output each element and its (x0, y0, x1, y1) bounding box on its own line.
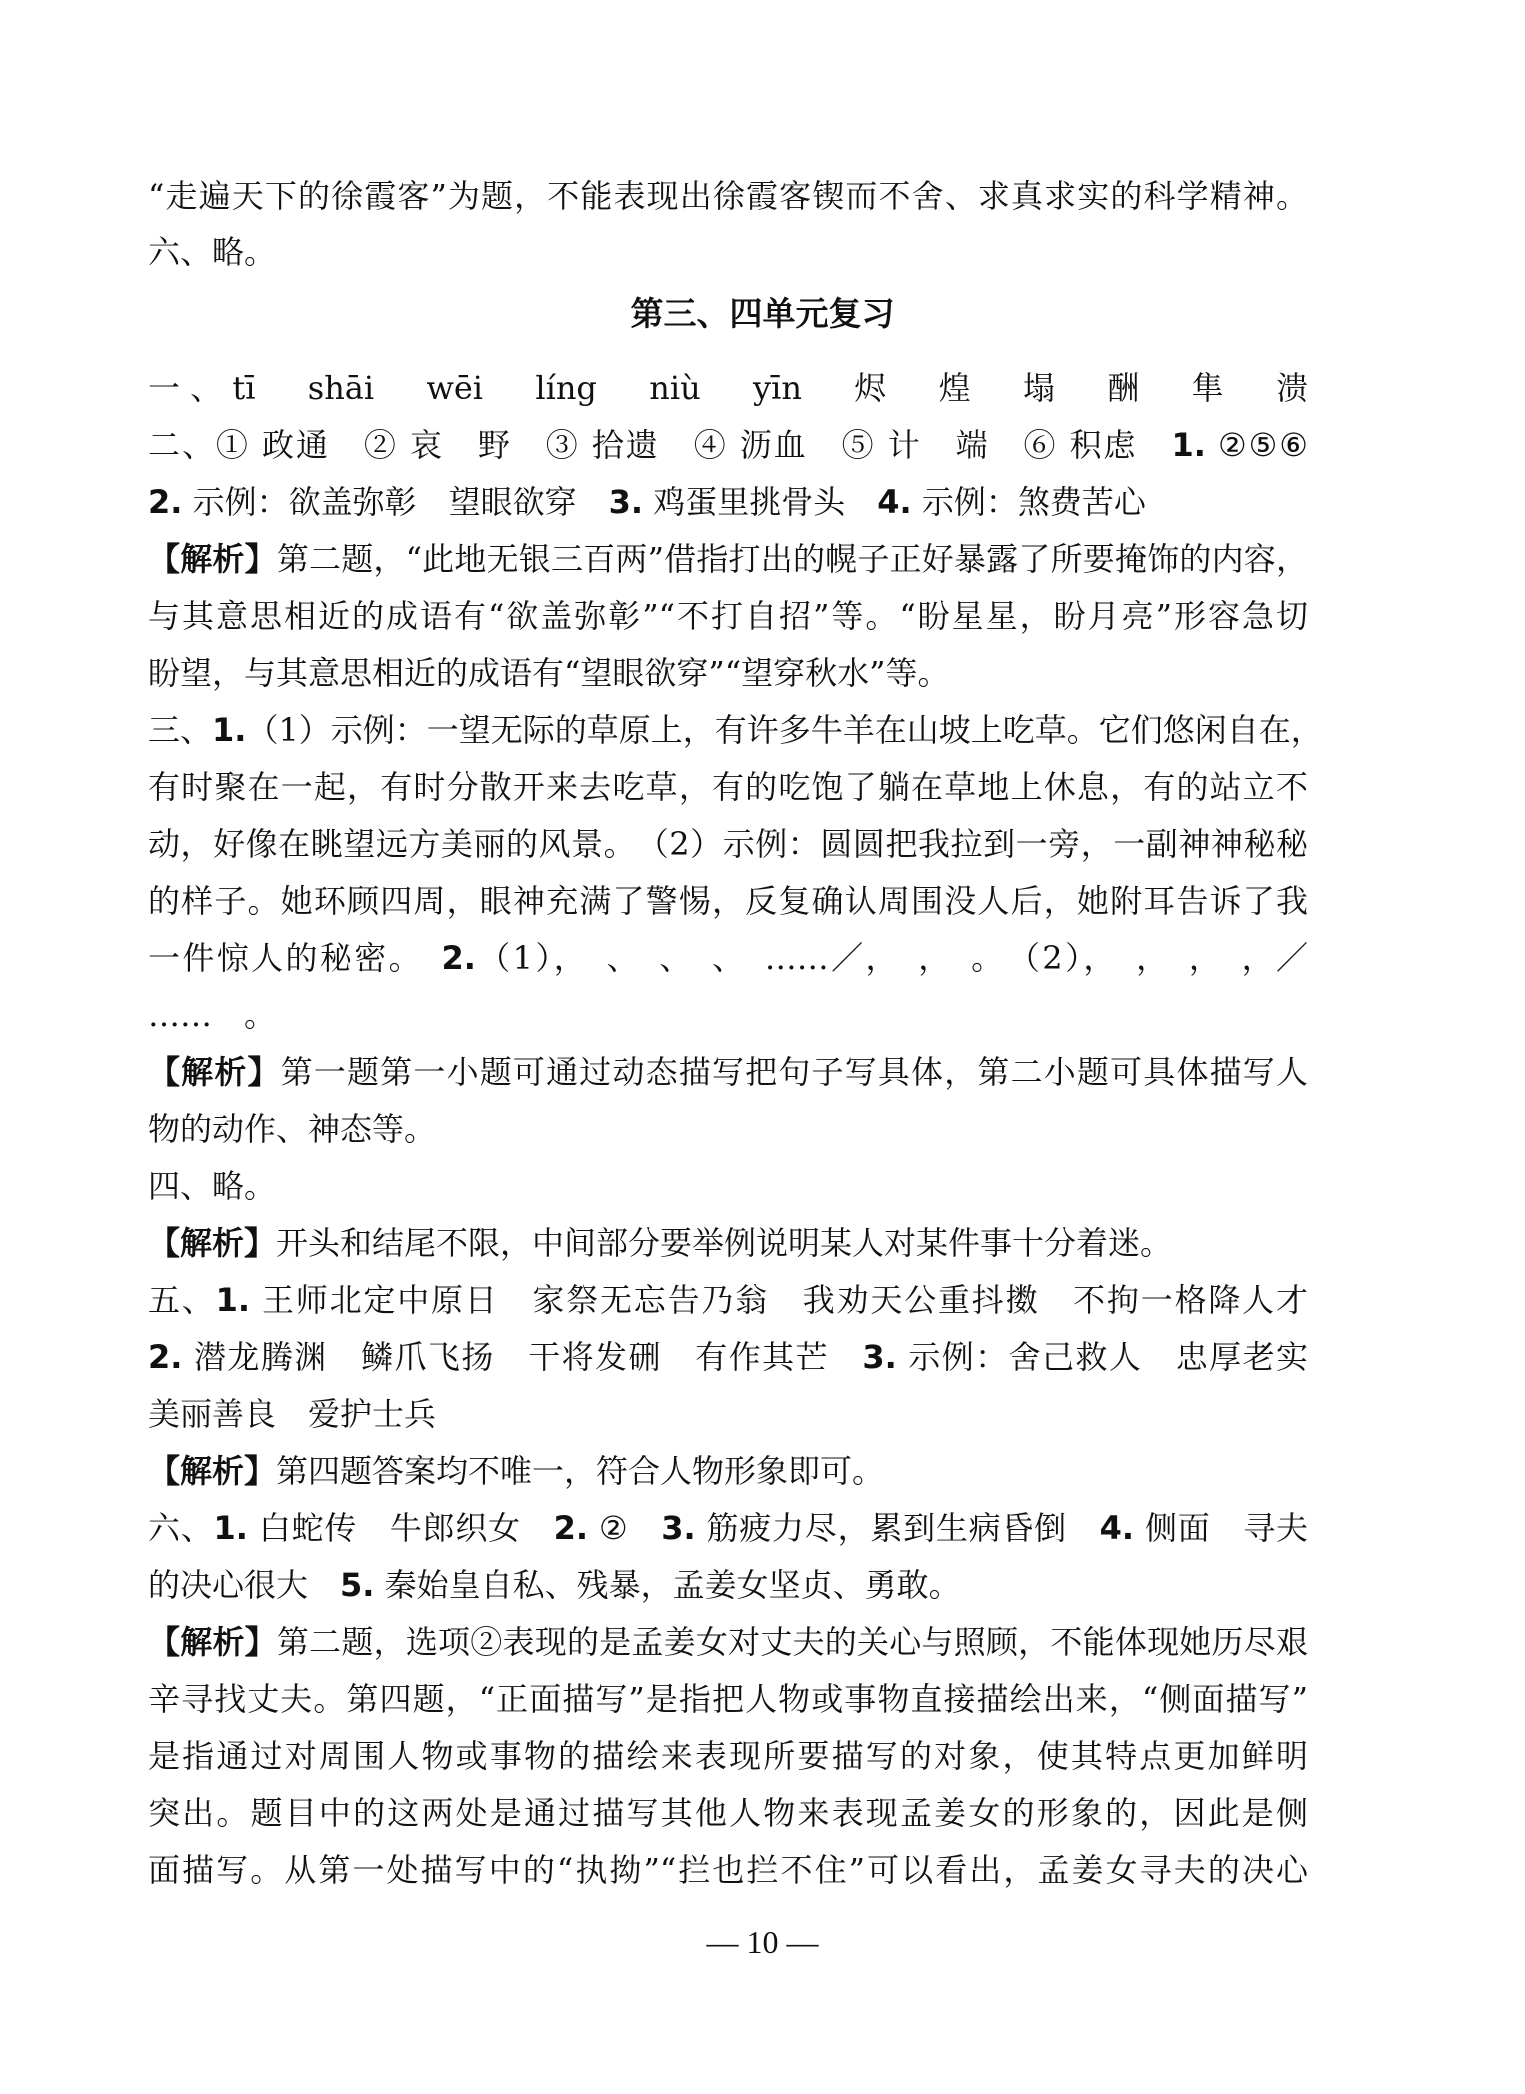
text-line: 盼望，与其意思相近的成语有“望眼欲穿”“望穿秋水”等。 (148, 654, 950, 692)
item-number: 3. (862, 1338, 897, 1376)
line-text: 秦始皇自私、残暴，孟姜女坚贞、勇敢。 (374, 1566, 961, 1604)
analysis-label: 【解析】 (148, 1623, 277, 1661)
line-text: 开头和结尾不限，中间部分要举例说明某人对某件事十分着迷。 (276, 1224, 1173, 1262)
line-text: 示例：煞费苦心 (911, 483, 1146, 521)
item-number: 1. (215, 1281, 251, 1319)
text-line: 一、tī shāi wēi líng niù yīn 烬 煌 塌 酬 隼 溃 (148, 369, 1308, 407)
line-text: 第四题答案均不唯一，符合人物形象即可。 (276, 1452, 885, 1490)
text-line: 是指通过对周围人物或事物的描绘来表现所要描写的对象，使其特点更加鲜明 (148, 1737, 1308, 1775)
item-number: 2. (148, 483, 183, 521)
line-text: ② (588, 1509, 662, 1547)
text-line: 面描写。从第一处描写中的“执拗”“拦也拦不住”可以看出，孟姜女寻夫的决心 (148, 1851, 1308, 1889)
text-line: 六、略。 (148, 233, 277, 271)
text-line: 四、略。 (148, 1167, 277, 1205)
text-line: “走遍天下的徐霞客”为题，不能表现出徐霞客锲而不舍、求真求实的科学精神。 (148, 177, 1308, 215)
item-number: 1. (212, 711, 247, 749)
line-text: （1）示例：一望无际的草原上，有许多牛羊在山坡上吃草。它们悠闲自在， (246, 711, 1323, 749)
text-line (148, 708, 1323, 752)
item-number: 5. (340, 1566, 375, 1604)
item-number: 2. (441, 939, 476, 977)
text-line: 有时聚在一起，有时分散开来去吃草，有的吃饱了躺在草地上休息，有的站立不 (148, 768, 1308, 806)
line-text: ②⑤⑥ (1205, 426, 1308, 464)
text-line (148, 537, 1308, 581)
line-text: 白蛇传 牛郎织女 (247, 1509, 554, 1547)
text-line (148, 1563, 1308, 1607)
analysis-label: 【解析】 (148, 1452, 277, 1490)
text-line (148, 480, 1308, 524)
section-heading: 第三、四单元复习 (630, 294, 895, 333)
line-text: 的决心很大 (148, 1566, 341, 1604)
item-number: 1. (213, 1509, 248, 1547)
page-number: — 10 — (706, 1924, 819, 1960)
line-text: 潜龙腾渊 鳞爪飞扬 干将发硎 有作其芒 (182, 1338, 863, 1376)
line-text: 鸡蛋里挑骨头 (643, 483, 878, 521)
item-number: 1. (1171, 426, 1206, 464)
text-line (148, 1506, 1308, 1550)
text-line (148, 1449, 1308, 1493)
line-text: 第一题第一小题可通过动态描写把句子写具体，第二小题可具体描写人 (280, 1053, 1308, 1091)
line-text: 王师北定中原日 家祭无忘告乃翁 我劝天公重抖擞 不拘一格降人才 (250, 1281, 1308, 1319)
line-text: 筋疲力尽，累到生病昏倒 (695, 1509, 1100, 1547)
line-text: 二、 (148, 426, 216, 464)
text-line (148, 1050, 1308, 1094)
item-number: 3. (661, 1509, 696, 1547)
line-text: 一件惊人的秘密。 (148, 939, 442, 977)
text-line (148, 1620, 1308, 1664)
line-text: ① 政通 ② 哀 野 ③ 拾遗 ④ 沥血 ⑤ 计 端 ⑥ 积虑 (215, 426, 1172, 464)
line-text: 三、 (148, 711, 213, 749)
line-text: 第二题，“此地无银三百两”借指打出的幌子正好暴露了所要掩饰的内容， (276, 540, 1308, 578)
text-line: 的样子。她环顾四周，眼神充满了警惕，反复确认周围没人后，她附耳告诉了我 (148, 882, 1308, 920)
line-text: 第二题，选项②表现的是孟姜女对丈夫的关心与照顾，不能体现她历尽艰 (276, 1623, 1308, 1661)
text-line: 辛寻找丈夫。第四题，“正面描写”是指把人物或事物直接描绘出来，“侧面描写” (148, 1680, 1308, 1718)
line-text: 示例：舍己救人 忠厚老实 (896, 1338, 1308, 1376)
item-number: 2. (553, 1509, 589, 1547)
text-line (148, 423, 1308, 467)
line-text: 六、 (148, 1509, 214, 1547)
item-number: 2. (148, 1338, 183, 1376)
text-line: 突出。题目中的这两处是通过描写其他人物来表现孟姜女的形象的，因此是侧 (148, 1794, 1308, 1832)
text-line: 美丽善良 爱护士兵 (148, 1395, 437, 1433)
item-number: 4. (877, 483, 912, 521)
text-line: 物的动作、神态等。 (148, 1110, 437, 1148)
item-number: 4. (1099, 1509, 1135, 1547)
item-number: 3. (608, 483, 644, 521)
text-line (148, 1278, 1308, 1322)
text-line (148, 936, 1308, 980)
analysis-label: 【解析】 (148, 540, 277, 578)
analysis-label: 【解析】 (148, 1224, 277, 1262)
text-line: …… 。 (148, 996, 277, 1034)
analysis-label: 【解析】 (148, 1053, 281, 1091)
text-line: 动，好像在眺望远方美丽的风景。 （2）示例：圆圆把我拉到一旁，一副神神秘秘 (148, 825, 1308, 863)
text-line (148, 1335, 1308, 1379)
text-line: 与其意思相近的成语有“欲盖弥彰”“不打自招”等。“盼星星，盼月亮”形容急切 (148, 597, 1308, 635)
line-text: 侧面 寻夫 (1134, 1509, 1308, 1547)
line-text: 示例：欲盖弥彰 望眼欲穿 (182, 483, 609, 521)
line-text: 五、 (148, 1281, 216, 1319)
line-text: （1）， 、 、 、 ……／， ， 。 （2）， ， ， ，／ (475, 939, 1308, 977)
text-line (148, 1221, 1308, 1265)
